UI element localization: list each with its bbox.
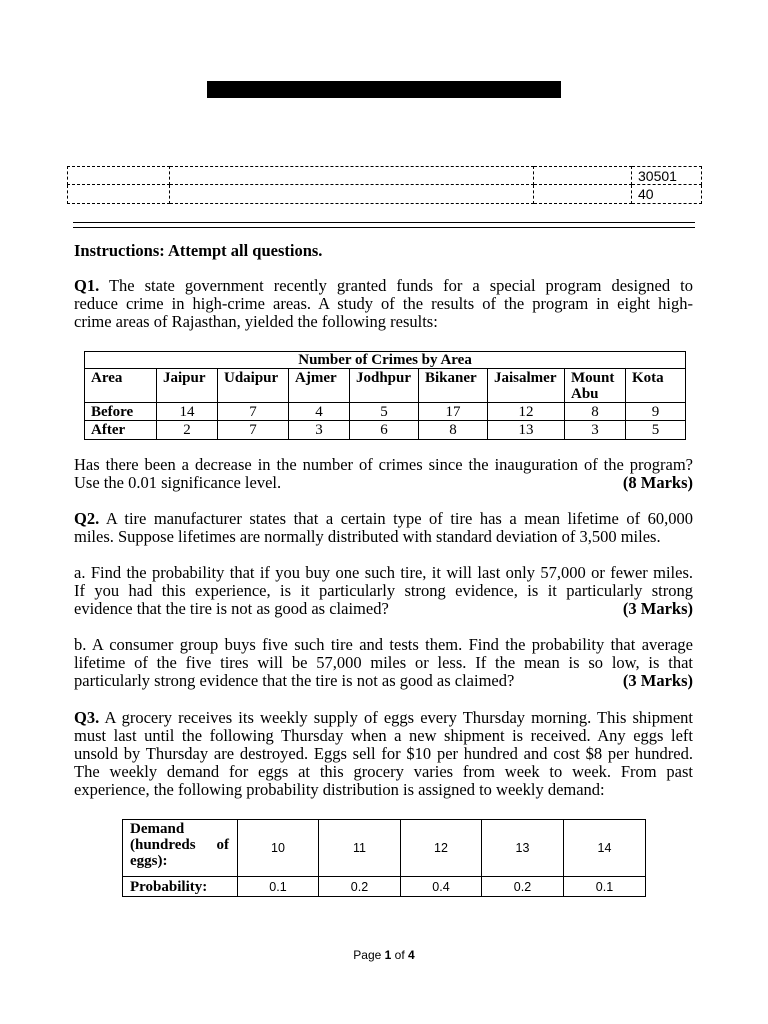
redaction-bar — [207, 81, 561, 98]
q2-line — [74, 528, 693, 546]
q1-question-text: Has there been a decrease in the number of crimes since the inauguration of the program? — [74, 455, 693, 474]
crime-count: 5 — [350, 403, 419, 421]
q1-line — [74, 277, 693, 295]
page-footer — [0, 948, 768, 962]
crime-table-title: Number of Crimes by Area — [85, 352, 686, 369]
area-name: Ajmer — [289, 369, 350, 403]
crime-count: 3 — [289, 421, 350, 440]
probability-value: 0.2 — [482, 877, 564, 897]
header-cell — [170, 185, 534, 204]
q2b-line — [74, 636, 693, 654]
header-value-cell: 30501 — [632, 167, 702, 185]
q2b-marks: (3 Marks) — [622, 671, 693, 690]
q3-line — [74, 709, 693, 727]
q3-text: The weekly demand for eggs at this grocery varies from week to week. From past — [74, 762, 693, 781]
q1-label: Q1. — [74, 276, 100, 295]
q1-question-line — [74, 456, 693, 474]
probability-value: 0.4 — [401, 877, 482, 897]
q2-paragraph — [74, 510, 693, 546]
crime-count: 7 — [218, 421, 289, 440]
q1-line — [74, 313, 693, 331]
crime-count: 3 — [565, 421, 626, 440]
crime-count: 8 — [419, 421, 488, 440]
footer-page-word: Page — [353, 948, 382, 962]
crime-count: 8 — [565, 403, 626, 421]
q1-paragraph — [74, 277, 693, 331]
q1-marks: (8 Marks) — [622, 473, 693, 492]
header-row — [68, 185, 702, 204]
header-cell — [170, 167, 534, 185]
q2-label: Q2. — [74, 509, 100, 528]
area-name: Udaipur — [218, 369, 289, 403]
q1-text: reduce crime in high-crime areas. A study of the results of the program in eight high- — [74, 294, 693, 313]
header-cell — [68, 185, 170, 204]
q3-line — [74, 781, 693, 799]
q2a-line — [74, 600, 693, 618]
demand-distribution-table — [122, 819, 646, 897]
after-row-label: After — [85, 421, 157, 440]
q2b-text: lifetime of the five tires will be 57,000 miles or less. If the mean is so low, is that — [74, 653, 693, 672]
q1-text: The state government recently granted funds for a special program designed to — [108, 276, 693, 295]
probability-row-label: Probability: — [123, 877, 238, 897]
crime-count: 2 — [157, 421, 218, 440]
before-row-label: Before — [85, 403, 157, 421]
q2a-text: evidence that the tire is not as good as claimed? — [74, 599, 389, 618]
q2-part-a — [74, 564, 693, 618]
q2b-text: particularly strong evidence that the tire is not as good as claimed? — [74, 671, 515, 690]
q2a-line — [74, 564, 693, 582]
area-name: Bikaner — [419, 369, 488, 403]
footer-current-page: 1 — [384, 948, 392, 962]
crime-count: 14 — [157, 403, 218, 421]
q2a-text: a. Find the probability that if you buy one such tire, it will last only 57,000 or fewer miles. — [74, 563, 693, 582]
q3-text: unsold by Thursday are destroyed. Eggs sell for $10 per hundred and cost $8 per hundred. — [74, 744, 693, 763]
probability-value: 0.2 — [319, 877, 401, 897]
q2-line — [74, 510, 693, 528]
area-name: Jodhpur — [350, 369, 419, 403]
q1-text: crime areas of Rajasthan, yielded the following results: — [74, 312, 438, 331]
q3-text: A grocery receives its weekly supply of eggs every Thursday morning. This shipment — [104, 708, 693, 727]
q3-paragraph — [74, 709, 693, 799]
q1-line — [74, 295, 693, 313]
header-row — [68, 167, 702, 185]
area-name: Jaisalmer — [488, 369, 565, 403]
q3-line — [74, 745, 693, 763]
probability-value: 0.1 — [238, 877, 319, 897]
double-rule-divider — [73, 222, 695, 228]
demand-value: 11 — [319, 820, 401, 877]
header-cell — [534, 167, 632, 185]
header-cell — [534, 185, 632, 204]
q2b-text: b. A consumer group buys five such tire and tests them. Find the probability that average — [74, 635, 693, 654]
q2a-text: If you had this experience, is it particularly strong evidence, is it particularly strong — [74, 581, 693, 600]
q1-question-line — [74, 474, 693, 492]
header-cell — [68, 167, 170, 185]
crime-count: 4 — [289, 403, 350, 421]
q2a-marks: (3 Marks) — [622, 599, 693, 618]
crime-count: 9 — [626, 403, 686, 421]
footer-total-pages: 4 — [408, 948, 415, 962]
q1-question-text: Use the 0.01 significance level. — [74, 473, 282, 492]
q3-text: must last until the following Thursday when a new shipment is received. Any eggs left — [74, 726, 693, 745]
area-name: Jaipur — [157, 369, 218, 403]
demand-value: 10 — [238, 820, 319, 877]
crime-count: 17 — [419, 403, 488, 421]
area-name: Kota — [626, 369, 686, 403]
crime-table-row-header: Area — [85, 369, 157, 403]
q3-text: experience, the following probability distribution is assigned to weekly demand: — [74, 780, 605, 799]
q2a-line — [74, 582, 693, 600]
demand-value: 13 — [482, 820, 564, 877]
footer-of-word: of — [394, 948, 405, 962]
q2b-line — [74, 654, 693, 672]
q3-label: Q3. — [74, 708, 100, 727]
crime-count: 12 — [488, 403, 565, 421]
demand-row-label: Demand (hundreds of eggs): — [123, 820, 238, 877]
q2-text: miles. Suppose lifetimes are normally distributed with standard deviation of 3,500 miles. — [74, 527, 661, 546]
instructions: Instructions: Attempt all questions. — [74, 241, 323, 260]
crime-table — [84, 351, 686, 440]
demand-value: 12 — [401, 820, 482, 877]
area-name: Mount Abu — [565, 369, 626, 403]
header-info-table — [67, 166, 702, 204]
crime-count: 7 — [218, 403, 289, 421]
q1-question — [74, 456, 693, 492]
crime-count: 5 — [626, 421, 686, 440]
q2b-line — [74, 672, 693, 690]
q3-line — [74, 727, 693, 745]
crime-count: 6 — [350, 421, 419, 440]
crime-count: 13 — [488, 421, 565, 440]
demand-value: 14 — [564, 820, 646, 877]
q3-line — [74, 763, 693, 781]
header-value-cell: 40 — [632, 185, 702, 204]
q2-text: A tire manufacturer states that a certain type of tire has a mean lifetime of 60,000 — [105, 509, 693, 528]
q2-part-b — [74, 636, 693, 690]
instructions-block — [74, 242, 693, 260]
probability-value: 0.1 — [564, 877, 646, 897]
